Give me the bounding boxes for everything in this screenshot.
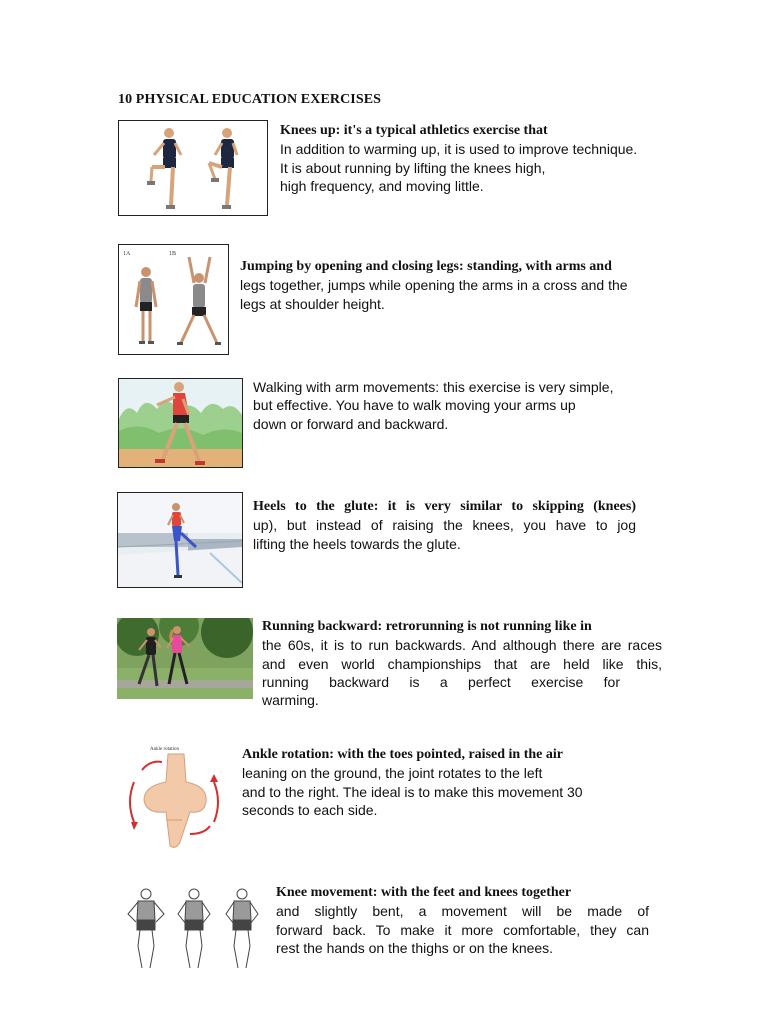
exercise-text <box>262 618 662 709</box>
exercise-line: down or forward and backward. <box>253 415 449 432</box>
exercise-lead: Jumping by opening and closing legs: standing, with arms and <box>240 259 612 274</box>
exercise-line: In addition to warming up, it is used to improve technique. <box>280 141 638 158</box>
ankle-rotation-illustration <box>120 742 228 854</box>
exercise-line: legs at shoulder height. <box>240 295 385 312</box>
exercise-text <box>253 498 636 553</box>
exercise-line: and even world championships that are held like this, <box>262 655 662 672</box>
heels-to-glute-photo <box>117 492 243 588</box>
exercise-lead: Running backward: retrorunning is not running like in <box>262 619 592 634</box>
exercise-text <box>253 378 653 433</box>
exercise-line: up), but instead of raising the knees, you have to jog <box>253 517 636 534</box>
walking-illustration <box>118 378 243 468</box>
running-backward-photo <box>117 618 253 699</box>
exercise-line: and to the right. The ideal is to make this movement 30 <box>242 783 583 800</box>
jumping-jacks-illustration <box>118 244 229 355</box>
exercise-text <box>240 258 660 313</box>
exercise-line: seconds to each side. <box>242 801 378 818</box>
exercise-text <box>276 884 649 957</box>
exercise-line: lifting the heels towards the glute. <box>253 535 461 552</box>
exercise-lead: Ankle rotation: with the toes pointed, raised in the air <box>242 747 563 762</box>
exercise-lead: Knee movement: with the feet and knees together <box>276 885 572 900</box>
exercise-line: but effective. You have to walk moving your arms up <box>253 397 576 414</box>
exercise-line: running backward is a perfect exercise for <box>262 673 620 690</box>
figure-label: Ankle rotation <box>150 747 180 752</box>
knee-movement-illustration <box>122 884 266 974</box>
exercise-line: leaning on the ground, the joint rotates to the left <box>242 765 543 782</box>
exercise-line: the 60s, it is to run backwards. And although there are races <box>262 637 662 654</box>
document-title: 10 PHYSICAL EDUCATION EXERCISES <box>118 92 382 107</box>
exercise-text <box>242 746 662 819</box>
exercise-line: and slightly bent, a movement will be made of <box>276 903 649 920</box>
exercise-line: It is about running by lifting the knees high, <box>280 159 546 176</box>
exercise-text <box>280 122 680 195</box>
exercise-line: legs together, jumps while opening the arms in a cross and the <box>240 277 628 294</box>
exercise-lead: Heels to the glute: it is very similar to skipping (knees) <box>253 499 636 514</box>
knees-up-illustration <box>118 120 268 216</box>
exercise-line: rest the hands on the thighs or on the knees. <box>276 939 554 956</box>
exercise-line: high frequency, and moving little. <box>280 177 484 194</box>
exercise-line: warming. <box>262 692 319 709</box>
exercise-line: forward back. To make it more comfortable, they can <box>276 921 649 938</box>
figure-label: 1B <box>169 251 177 257</box>
figure-label: 1A <box>123 251 131 257</box>
exercise-lead: Knees up: it's a typical athletics exercise that <box>280 123 548 138</box>
exercise-line: Walking with arm movements: this exercise is very simple, <box>253 379 614 395</box>
